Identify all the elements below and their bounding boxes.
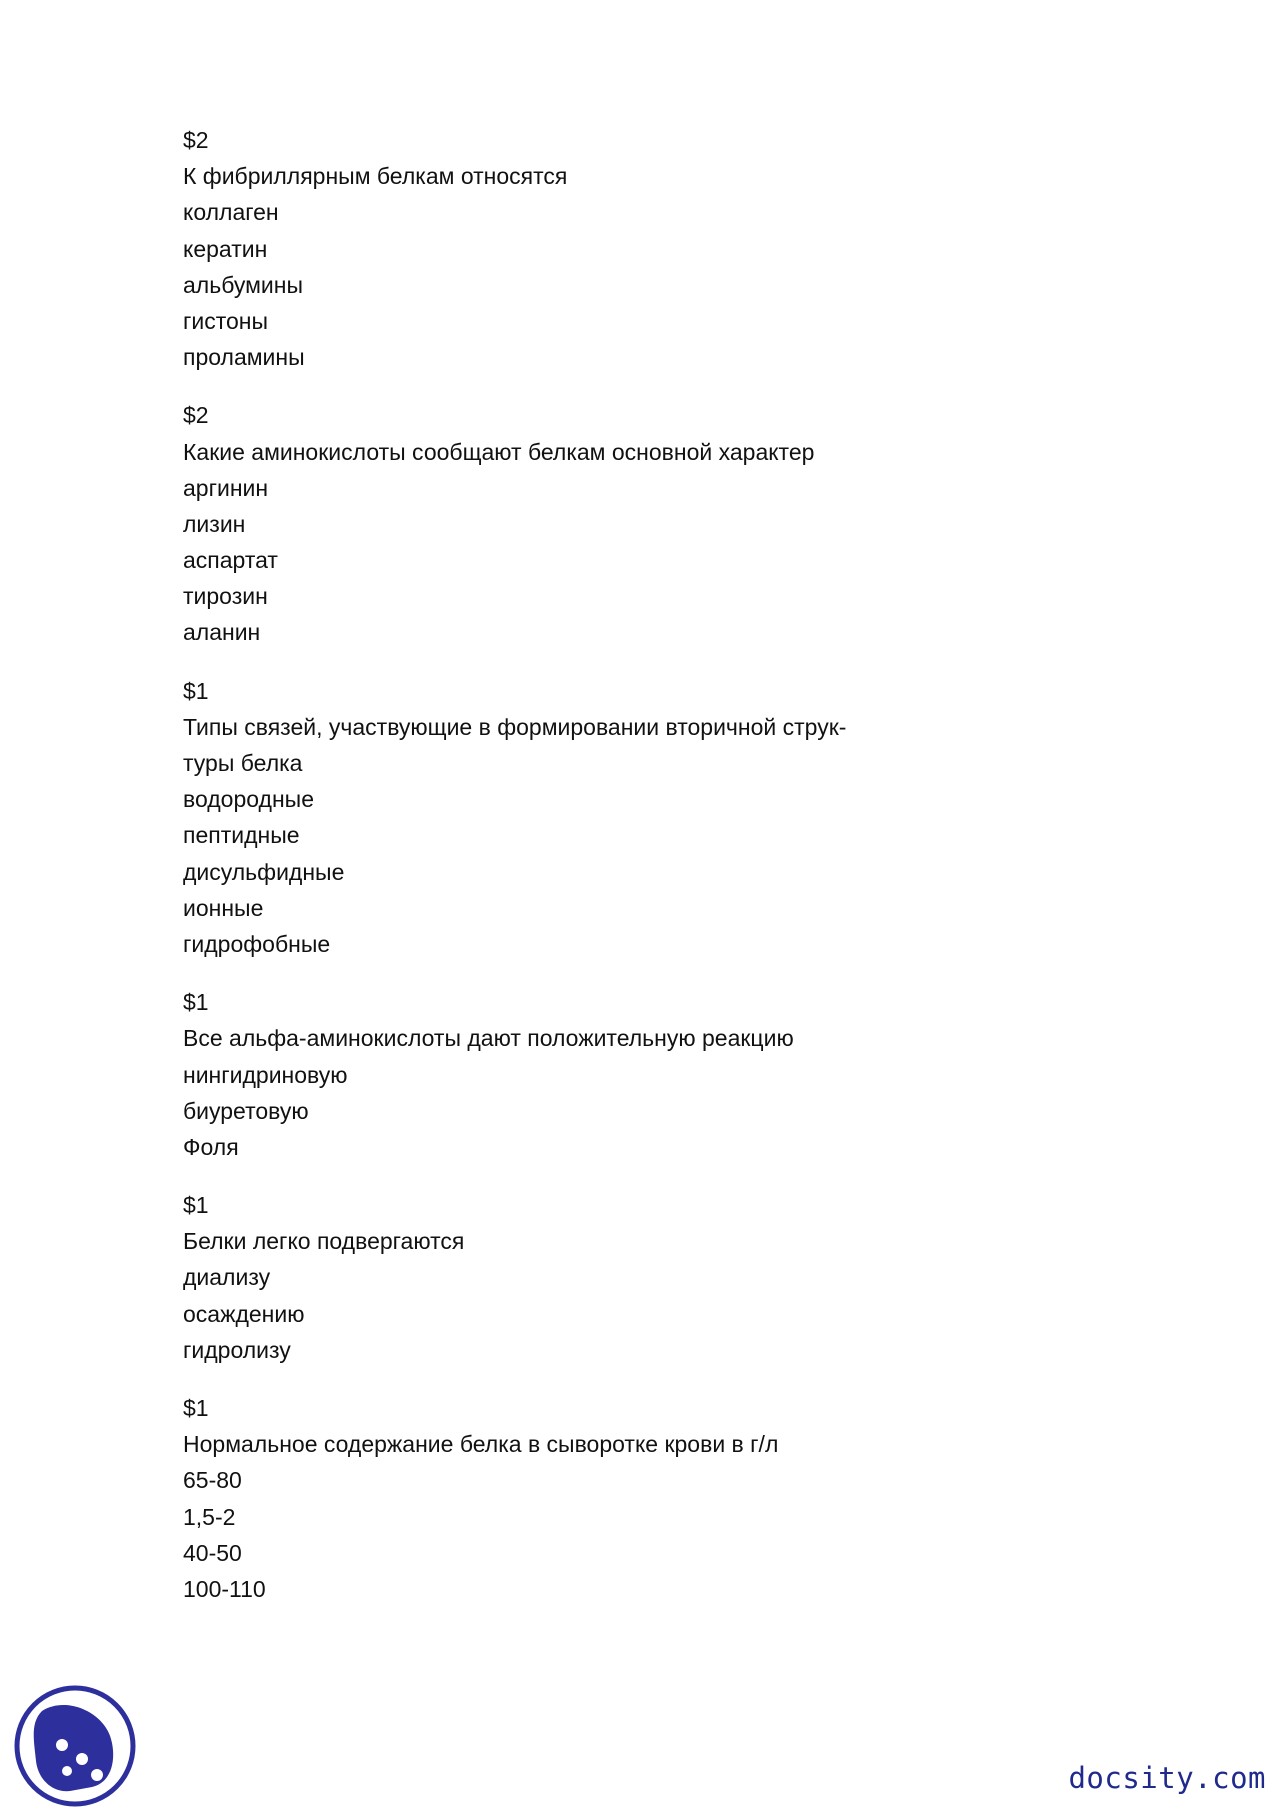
answer-option: аланин bbox=[183, 619, 261, 646]
answer-option: водородные bbox=[183, 786, 314, 813]
question-text: Типы связей, участвующие в формировании вторичной струк- bbox=[183, 713, 847, 740]
answer-option: лизин bbox=[183, 510, 246, 537]
answer-option: гистоны bbox=[183, 307, 269, 334]
answer-option: Фоля bbox=[183, 1133, 239, 1160]
answer-option: биуретовую bbox=[183, 1097, 309, 1124]
answer-option: осаждению bbox=[183, 1300, 305, 1327]
answer-option: аргинин bbox=[183, 474, 269, 501]
question-block bbox=[183, 122, 943, 375]
docsity-logo-icon bbox=[12, 1683, 138, 1809]
question-text: Все альфа-аминокислоты дают положительную реакцию bbox=[183, 1025, 794, 1052]
answer-option: альбумины bbox=[183, 271, 303, 298]
question-text: туры белка bbox=[183, 750, 303, 776]
question-text: К фибриллярным белкам относятся bbox=[183, 163, 568, 190]
answer-option: 100-110 bbox=[183, 1575, 266, 1602]
answer-option: гидролизу bbox=[183, 1336, 291, 1363]
answer-option: гидрофобные bbox=[183, 930, 331, 957]
answer-option: пептидные bbox=[183, 822, 300, 849]
answer-option: коллаген bbox=[183, 199, 279, 226]
answer-option: нингидриновую bbox=[183, 1061, 348, 1088]
question-text: Нормальное содержание белка в сыворотке крови в г/л bbox=[183, 1431, 779, 1458]
question-block bbox=[183, 1187, 943, 1368]
answer-option: 40-50 bbox=[183, 1539, 242, 1566]
question-points: $2 bbox=[183, 127, 209, 153]
question-text: Белки легко подвергаются bbox=[183, 1228, 465, 1255]
logo-svg bbox=[12, 1683, 138, 1809]
answer-option: проламины bbox=[183, 344, 305, 371]
question-points: $1 bbox=[183, 1192, 209, 1219]
answer-option: 65-80 bbox=[183, 1467, 242, 1494]
question-text: Какие аминокислоты сообщают белкам основной характер bbox=[183, 438, 815, 465]
brand-link[interactable]: docsity.com bbox=[1068, 1761, 1266, 1795]
answer-option: аспартат bbox=[183, 547, 278, 574]
question-points: $1 bbox=[183, 989, 209, 1016]
answer-option: ионные bbox=[183, 894, 264, 921]
answer-option: тирозин bbox=[183, 583, 268, 610]
question-points: $1 bbox=[183, 677, 209, 704]
document-body bbox=[183, 122, 943, 1629]
question-block bbox=[183, 1390, 943, 1607]
answer-option: дисульфидные bbox=[183, 858, 345, 885]
answer-option: 1,5-2 bbox=[183, 1503, 236, 1530]
question-block bbox=[183, 984, 943, 1165]
question-block bbox=[183, 397, 943, 650]
question-points: $1 bbox=[183, 1395, 209, 1421]
question-points: $2 bbox=[183, 402, 209, 429]
answer-option: кератин bbox=[183, 235, 268, 262]
question-block bbox=[183, 673, 943, 963]
answer-option: диализу bbox=[183, 1264, 271, 1291]
